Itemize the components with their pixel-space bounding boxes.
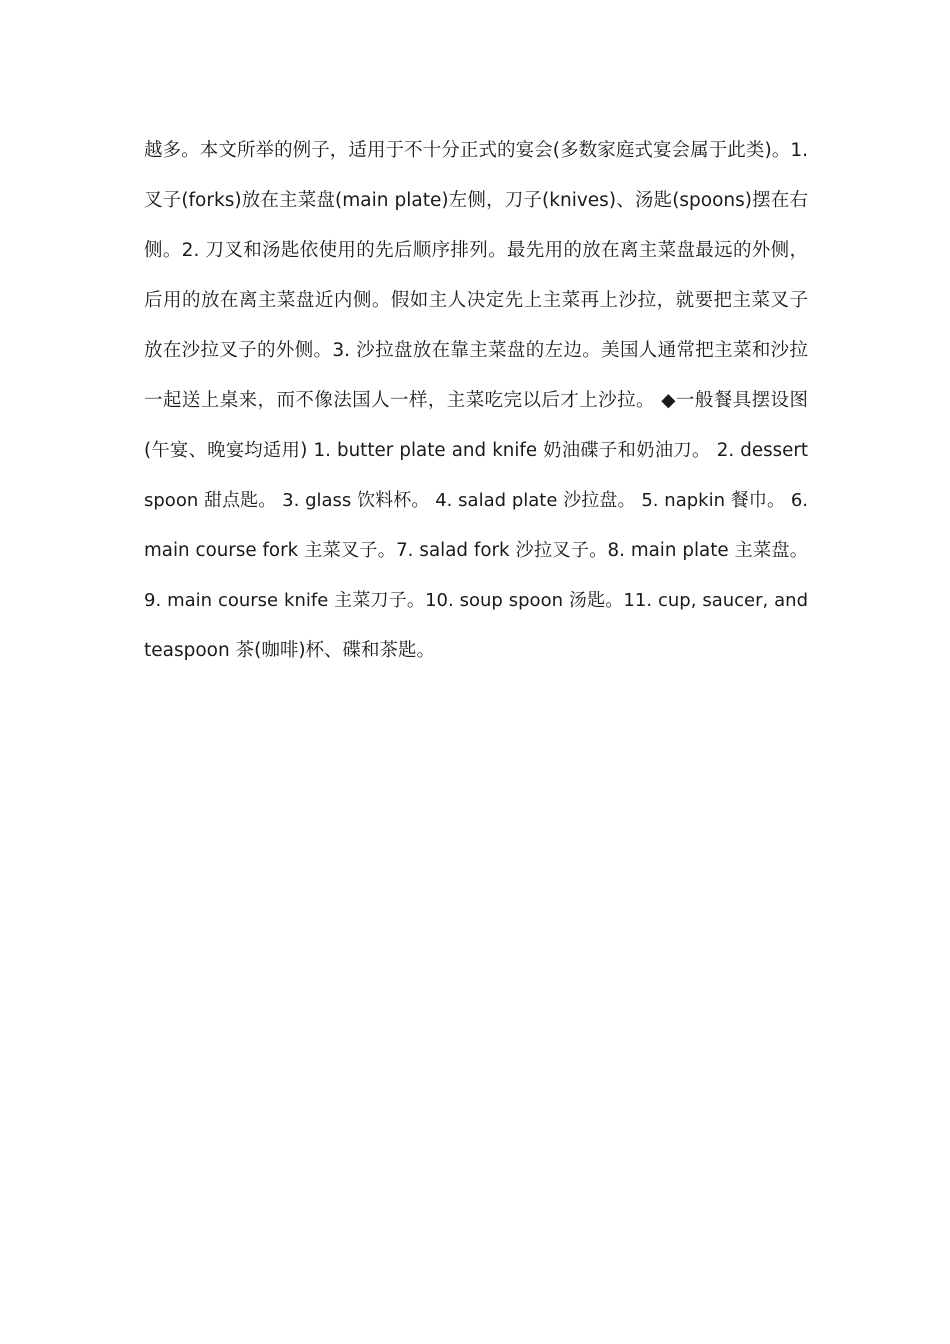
text-line: main course fork 主菜叉子。7. salad fork 沙拉叉子。8. main plate 主菜盘。 — [144, 540, 808, 561]
document-body — [144, 126, 808, 676]
text-line: 叉子(forks)放在主菜盘(main plate)左侧，刀子(knives)、汤匙(spoons)摆在右 — [144, 190, 808, 211]
text-line: 一起送上桌来，而不像法国人一样，主菜吃完以后才上沙拉。 ◆一般餐具摆设图 — [144, 390, 808, 411]
text-line: 侧。2. 刀叉和汤匙依使用的先后顺序排列。最先用的放在离主菜盘最远的外侧， — [144, 240, 808, 261]
text-line: (午宴、晚宴均适用) 1. butter plate and knife 奶油碟子和奶油刀。 2. dessert — [144, 440, 808, 461]
text-line: 放在沙拉叉子的外侧。3. 沙拉盘放在靠主菜盘的左边。美国人通常把主菜和沙拉 — [144, 340, 808, 361]
text-line: spoon 甜点匙。 3. glass 饮料杯。 4. salad plate 沙拉盘。 5. napkin 餐巾。 6. — [144, 490, 808, 511]
text-line: teaspoon 茶(咖啡)杯、碟和茶匙。 — [144, 640, 436, 661]
text-line: 9. main course knife 主菜刀子。10. soup spoon 汤匙。11. cup, saucer, and — [144, 590, 808, 611]
text-line: 越多。本文所举的例子，适用于不十分正式的宴会(多数家庭式宴会属于此类)。1. — [144, 140, 808, 161]
text-line: 后用的放在离主菜盘近内侧。假如主人决定先上主菜再上沙拉，就要把主菜叉子 — [144, 290, 808, 311]
